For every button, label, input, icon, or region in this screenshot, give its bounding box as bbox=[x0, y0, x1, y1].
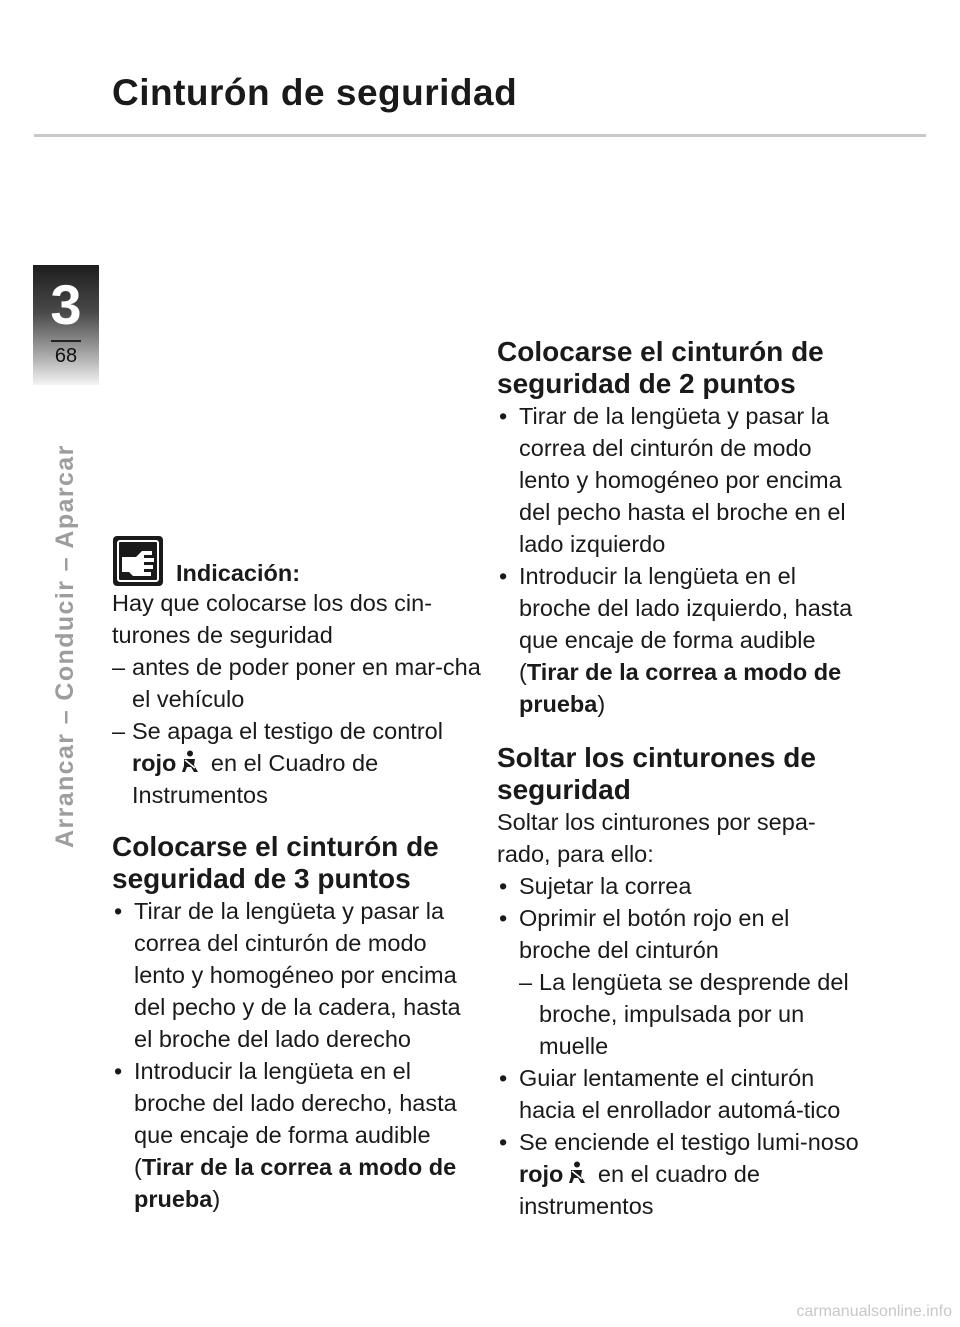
list-item: • Tirar de la lengüeta y pasar la correa del cinturón de modo lento y homogéneo por encima del pecho hasta el broche en el lado izquierdo bbox=[497, 400, 867, 560]
chapter-tab bbox=[33, 265, 99, 385]
chapter-number: 3 bbox=[50, 273, 82, 336]
list-item: • Introducir la lengüeta en el broche del lado derecho, hasta que encaje de forma audible (Tirar de la correa a modo de prueba) bbox=[112, 1055, 482, 1215]
list-item: • Se enciende el testigo lumi-noso rojo en el cuadro de instrumentos bbox=[497, 1126, 867, 1222]
note-header bbox=[112, 527, 482, 587]
two-point-heading: Colocarse el cinturón de seguridad de 2 puntos bbox=[497, 336, 824, 399]
section-side-label: Arrancar – Conducir – Aparcar bbox=[51, 444, 79, 848]
release-heading: Soltar los cinturones de seguridad bbox=[497, 742, 816, 805]
list-item: – antes de poder poner en mar-cha el vehículo bbox=[112, 651, 482, 715]
left-column bbox=[112, 527, 482, 1215]
list-item: – La lengüeta se desprende del broche, impulsada por un muelle bbox=[519, 966, 867, 1062]
chapter-divider bbox=[51, 340, 81, 342]
list-item: • Introducir la lengüeta en el broche del lado izquierdo, hasta que encaje de forma audible (Tirar de la correa a modo de prueba) bbox=[497, 560, 867, 720]
list-item: • Sujetar la correa bbox=[497, 870, 867, 902]
page-title: Cinturón de seguridad bbox=[112, 72, 518, 113]
seatbelt-warning-icon bbox=[180, 750, 200, 774]
list-item: • Oprimir el botón rojo en el broche del cinturón – La lengüeta se desprende del broche, impulsada por un muelle bbox=[497, 902, 867, 1062]
list-item: • Tirar de la lengüeta y pasar la correa del cinturón de modo lento y homogéneo por encima del pecho y de la cadera, hasta el broche del lado derecho bbox=[112, 895, 482, 1055]
right-column bbox=[497, 336, 867, 1222]
release-steps bbox=[497, 870, 867, 1222]
seatbelt-warning-icon bbox=[567, 1161, 587, 1185]
two-point-steps bbox=[497, 400, 867, 720]
note-text: Hay que colocarse los dos cin-turones de seguridad bbox=[112, 590, 433, 648]
list-item: • Guiar lentamente el cinturón hacia el enrollador automá-tico bbox=[497, 1062, 867, 1126]
watermark: carmanualsonline.info bbox=[796, 1303, 952, 1320]
three-point-heading: Colocarse el cinturón de seguridad de 3 puntos bbox=[112, 831, 439, 894]
note-list bbox=[112, 651, 482, 811]
three-point-steps bbox=[112, 895, 482, 1215]
release-sub-list bbox=[519, 966, 867, 1062]
hand-pointing-icon bbox=[112, 535, 164, 587]
page-number: 68 bbox=[54, 345, 78, 367]
note-label: Indicación: bbox=[176, 560, 301, 586]
release-intro: Soltar los cinturones por sepa-rado, para ello: bbox=[497, 809, 816, 867]
list-item: – Se apaga el testigo de control rojo en el Cuadro de Instrumentos bbox=[112, 715, 482, 811]
header-divider bbox=[34, 134, 926, 137]
